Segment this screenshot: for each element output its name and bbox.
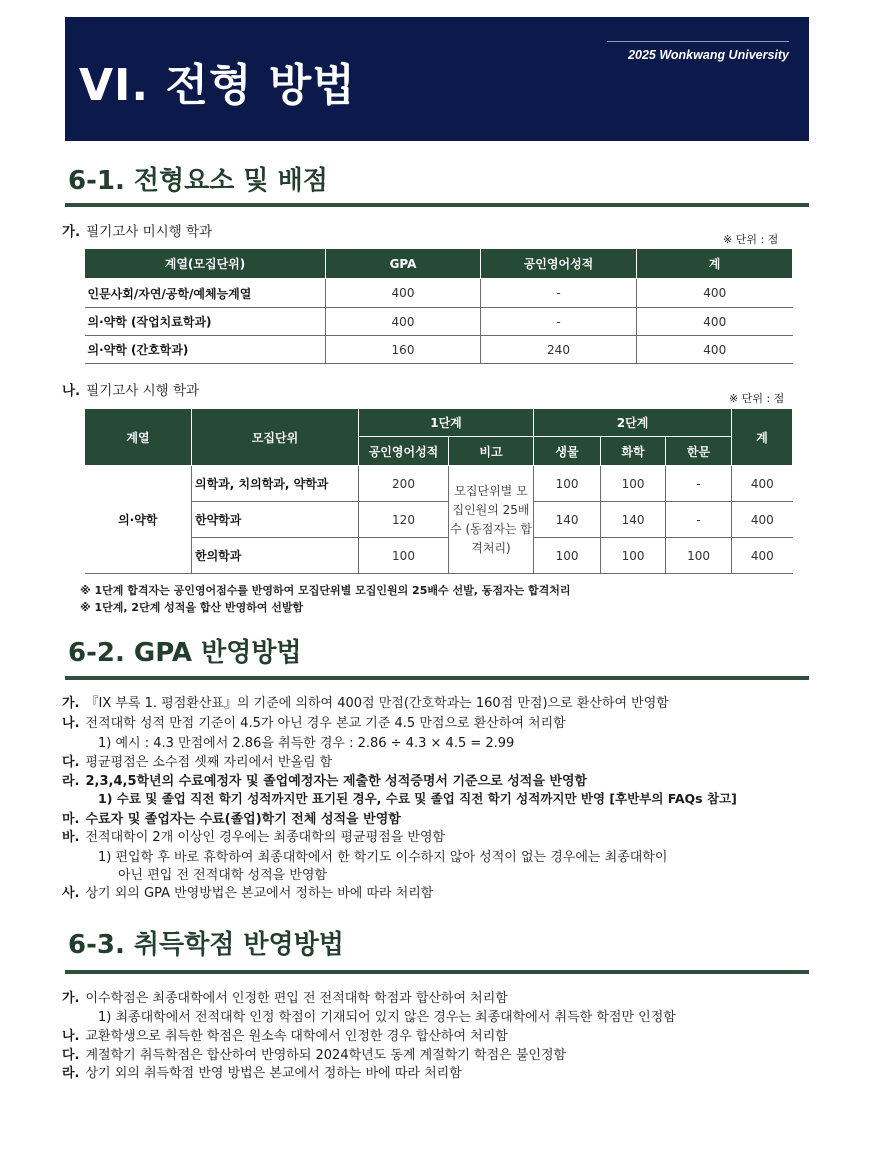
header-cell: 공인영어성적	[481, 249, 637, 279]
footnote: ※ 1단계 합격자는 공인영어점수를 반영하여 모집단위별 모집인원의 25배수 선발, 동점자는 합격처리	[80, 584, 571, 597]
series-cell: 의·약학	[85, 466, 192, 574]
list-item: 나. 전적대학 성적 만점 기준이 4.5가 아닌 경우 본교 기준 4.5 만점으로 환산하여 처리함	[62, 716, 566, 731]
banner-divider	[607, 41, 789, 42]
section-rule	[65, 970, 809, 974]
header-cell: 계열(모집단위)	[85, 249, 326, 279]
section-title-6-1: 6-1. 전형요소 및 배점	[68, 166, 328, 196]
header-cell: 공인영어성적	[359, 437, 449, 466]
section-rule	[65, 203, 809, 207]
score-table-with-exam	[84, 408, 793, 574]
list-item: 1) 수료 및 졸업 직전 학기 성적까지만 표기된 경우, 수료 및 졸업 직전 학기 성적까지만 반영 [후반부의 FAQs 참고]	[98, 791, 737, 806]
list-item: 나. 교환학생으로 취득한 학점은 원소속 대학에서 인정한 경우 합산하여 처리함	[62, 1029, 508, 1044]
footnote: ※ 1단계, 2단계 성적을 합산 반영하여 선발함	[80, 601, 304, 614]
list-item: 사. 상기 외의 GPA 반영방법은 본교에서 정하는 바에 따라 처리함	[62, 886, 434, 901]
unit-label: ※ 단위 : 점	[729, 392, 785, 405]
header-cell: 비고	[449, 437, 534, 466]
table-row: 의·약학 의학과, 치의학과, 약학과 200 모집단위별 모집인원의 25배수 (동점자는 합격처리) 100 100 - 400	[85, 466, 793, 502]
section-title-6-2: 6-2. GPA 반영방법	[68, 638, 302, 668]
table-row: 한약학과 120 140 140 - 400	[85, 502, 793, 538]
list-item: 1) 예시 : 4.3 만점에서 2.86을 취득한 경우 : 2.86 ÷ 4.3 × 4.5 = 2.99	[98, 736, 515, 751]
table-row: 한의학과 100 100 100 100 400	[85, 538, 793, 574]
header-cell: 계	[637, 249, 793, 279]
page-title: VI. 전형 방법	[79, 60, 356, 111]
header-cell: 모집단위	[192, 409, 359, 466]
section-title-6-3: 6-3. 취득학점 반영방법	[68, 930, 344, 960]
university-label: 2025 Wonkwang University	[628, 48, 789, 62]
header-cell: GPA	[326, 249, 481, 279]
list-item: 라. 2,3,4,5학년의 수료예정자 및 졸업예정자는 제출한 성적증명서 기준으로 성적을 반영함	[62, 774, 588, 789]
list-item: 바. 전적대학이 2개 이상인 경우에는 최종대학의 평균평점을 반영함	[62, 830, 446, 845]
list-item: 마. 수료자 및 졸업자는 수료(졸업)학기 전체 성적을 반영함	[62, 812, 401, 827]
header-cell: 화학	[601, 437, 666, 466]
score-table-no-exam	[84, 248, 793, 364]
header-cell: 계열	[85, 409, 192, 466]
header-banner	[65, 17, 809, 141]
subheading-na: 나. 필기고사 시행 학과	[62, 383, 200, 399]
header-cell: 1단계	[359, 409, 534, 437]
list-item: 다. 계절학기 취득학점은 합산하여 반영하되 2024학년도 동계 계절학기 학점은 불인정함	[62, 1048, 567, 1063]
header-cell: 한문	[666, 437, 732, 466]
list-item: 가. 『IX 부록 1. 평점환산표』의 기준에 의하여 400점 만점(간호학과는 160점 만점)으로 환산하여 반영함	[62, 696, 669, 711]
list-item: 아닌 편입 전 전적대학 성적을 반영함	[118, 868, 328, 883]
header-cell: 2단계	[534, 409, 732, 437]
header-cell: 생물	[534, 437, 601, 466]
list-item: 다. 평균평점은 소수점 셋째 자리에서 반올림 함	[62, 755, 333, 770]
table-row: 의·약학 (작업치료학과) 400 - 400	[85, 308, 793, 336]
table-row: 인문사회/자연/공학/예체능계열 400 - 400	[85, 279, 793, 308]
list-item: 라. 상기 외의 취득학점 반영 방법은 본교에서 정하는 바에 따라 처리함	[62, 1066, 462, 1081]
subheading-ga: 가. 필기고사 미시행 학과	[62, 224, 213, 240]
section-rule	[65, 676, 809, 680]
unit-label: ※ 단위 : 점	[723, 233, 779, 246]
list-item: 1) 최종대학에서 전적대학 인정 학점이 기재되어 있지 않은 경우는 최종대학에서 취득한 학점만 인정함	[98, 1010, 676, 1025]
list-item: 1) 편입학 후 바로 휴학하여 최종대학에서 한 학기도 이수하지 않아 성적이 없는 경우에는 최종대학이	[98, 850, 668, 865]
header-cell: 계	[732, 409, 793, 466]
note-cell: 모집단위별 모집인원의 25배수 (동점자는 합격처리)	[449, 466, 534, 574]
table-row: 의·약학 (간호학과) 160 240 400	[85, 336, 793, 364]
list-item: 가. 이수학점은 최종대학에서 인정한 편입 전 전적대학 학점과 합산하여 처리함	[62, 991, 508, 1006]
